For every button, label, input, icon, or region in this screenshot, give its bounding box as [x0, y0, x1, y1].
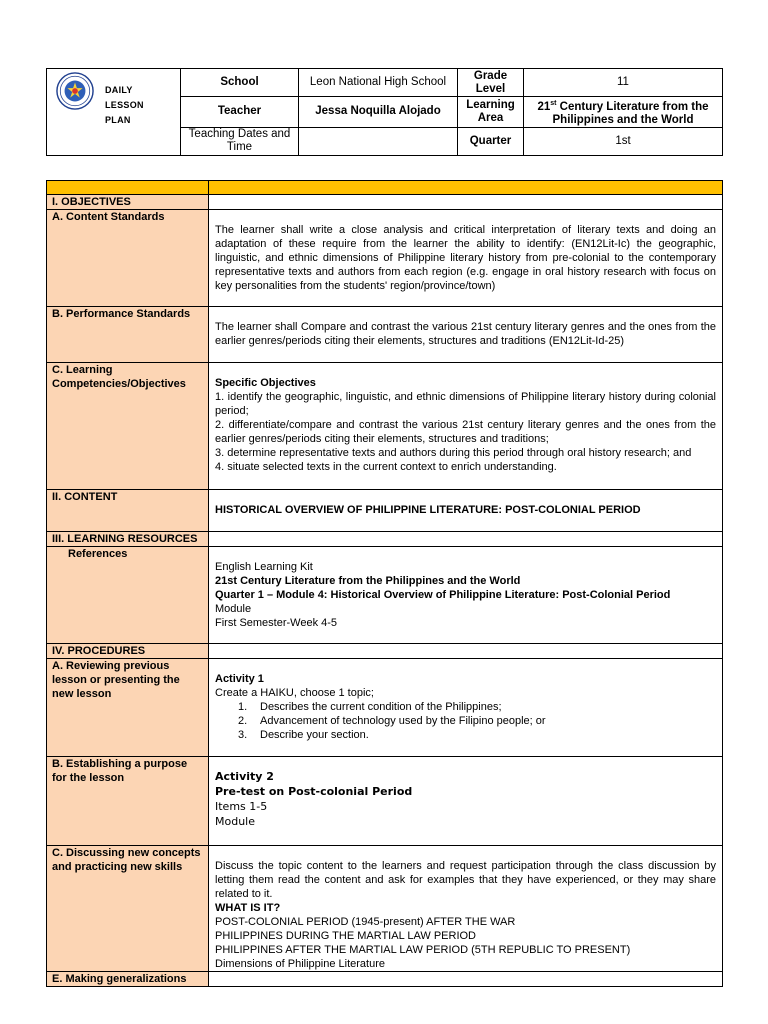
reference-week: First Semester-Week 4-5 [215, 617, 338, 629]
objectives-content [209, 195, 723, 210]
references-row [47, 547, 723, 644]
content-label: II. CONTENT [52, 491, 118, 503]
content-standards-text: The learner shall write a close analysis and critical interpretation of literary texts and doing an adaptation of these require from the learner the ability to identify: (EN12Lit-Ic) the geographic, linguistic, and ethnic dimensions of Philippine literary history from pre-colonial to the contemporary representative texts and authors from each region (e.g. engage in oral history research with focus on key personalities from the students' region/province/town) [215, 224, 716, 292]
purpose-row [47, 757, 723, 846]
generalizations-label: E. Making generalizations [52, 973, 187, 985]
school-value: Leon National High School [299, 69, 458, 97]
topic-item-3-text: Describe your section. [260, 729, 369, 741]
quarter-value: 1st [524, 127, 723, 155]
content-standards-row [47, 210, 723, 307]
quarter-label: Quarter [458, 127, 524, 155]
content-title: HISTORICAL OVERVIEW OF PHILIPPINE LITERATURE: POST-COLONIAL PERIOD [215, 504, 641, 516]
activity-2-subtitle: Pre-test on Post-colonial Period [215, 785, 413, 798]
area-post: Century Literature from the Philippines and the World [552, 100, 709, 126]
grade-value: 11 [524, 69, 723, 97]
activity-2-title: Activity 2 [215, 770, 274, 783]
references-label-cell [47, 547, 209, 644]
teacher-label: Teacher [181, 97, 299, 128]
generalizations-cell [209, 972, 723, 987]
learning-area-value [524, 97, 723, 128]
content-standards-cell [209, 210, 723, 307]
reference-module-title: Quarter 1 – Module 4: Historical Overview of Philippine Literature: Post-Colonial Period [215, 589, 671, 601]
content-standards-label-cell [47, 210, 209, 307]
reference-module: Module [215, 603, 252, 615]
discussing-label: C. Discussing new concepts and practicing new skills [52, 847, 201, 873]
procedures-heading-text: IV. PROCEDURES [52, 645, 146, 657]
topic-line-1: POST-COLONIAL PERIOD (1945-present) AFTER THE WAR [215, 916, 516, 928]
topic-item-1 [215, 700, 716, 714]
topic-item-1-num: 1. [238, 701, 248, 713]
procedures-content [209, 644, 723, 659]
objective-item-3: 3. determine representative texts and authors during this period through oral history research; and [215, 447, 692, 459]
references-label: References [68, 548, 128, 560]
competencies-cell [209, 363, 723, 490]
reference-kit: English Learning Kit [215, 561, 313, 573]
activity-1-intro: Create a HAIKU, choose 1 topic; [215, 687, 374, 699]
logo-line-1: DAILY [105, 85, 133, 95]
objective-item-2: 2. differentiate/compare and contrast the various 21st century literary genres and the ones from the earlier genres/periods citing their elements, structures and traditions; [215, 419, 716, 445]
objective-item-1: 1. identify the geographic, linguistic, and ethnic dimensions of Philippine literary history during colonial period; [215, 391, 716, 417]
activity-1-title: Activity 1 [215, 673, 264, 685]
content-standards-label: A. Content Standards [52, 211, 165, 223]
discussing-label-cell [47, 846, 209, 972]
teaching-dates-value [299, 127, 458, 155]
objectives-heading-text: I. OBJECTIVES [52, 196, 131, 208]
performance-standards-text: The learner shall Compare and contrast the various 21st century literary genres and the ones from the earlier genres/periods citing their elements, structures and traditions (EN12Lit-Id-25) [215, 321, 716, 347]
topic-item-3-num: 3. [238, 729, 248, 741]
header-left-cell [47, 181, 209, 195]
topic-item-2 [215, 714, 716, 728]
daily-lesson-plan-title [105, 83, 144, 128]
content-row [47, 490, 723, 532]
topic-line-4: Dimensions of Philippine Literature [215, 958, 385, 970]
topic-item-1-text: Describes the current condition of the Philippines; [260, 701, 502, 713]
specific-objectives-heading: Specific Objectives [215, 377, 316, 389]
purpose-label: B. Establishing a purpose for the lesson [52, 758, 188, 784]
topic-item-2-text: Advancement of technology used by the Filipino people; or [260, 715, 546, 727]
topic-item-2-num: 2. [238, 715, 248, 727]
grade-label: Grade Level [458, 69, 524, 97]
content-label-cell [47, 490, 209, 532]
discussing-text: Discuss the topic content to the learners and request participation through the class discussion by letting them read the content and ask for examples that they have experienced, or they may share related to it. [215, 860, 716, 900]
objectives-heading [47, 195, 209, 210]
logo-cell [47, 69, 181, 156]
what-is-it-heading: WHAT IS IT? [215, 902, 281, 914]
performance-standards-cell [209, 307, 723, 363]
teaching-dates-label: Teaching Dates and Time [181, 127, 299, 155]
area-sup: st [550, 100, 557, 107]
objectives-row [47, 195, 723, 210]
school-label: School [181, 69, 299, 97]
competencies-row [47, 363, 723, 490]
discussing-cell [209, 846, 723, 972]
header-table [46, 68, 723, 156]
learning-resources-heading [47, 532, 209, 547]
deped-seal-icon [56, 72, 94, 110]
content-cell [209, 490, 723, 532]
logo-line-3: PLAN [105, 115, 131, 125]
generalizations-row [47, 972, 723, 987]
learning-resources-content [209, 532, 723, 547]
header-right-cell [209, 181, 723, 195]
learning-resources-heading-text: III. LEARNING RESOURCES [52, 533, 198, 545]
references-cell [209, 547, 723, 644]
procedures-heading [47, 644, 209, 659]
review-label: A. Reviewing previous lesson or presenting the new lesson [52, 660, 180, 700]
discussing-row [47, 846, 723, 972]
review-label-cell [47, 659, 209, 757]
table-header-row [47, 181, 723, 195]
procedures-row [47, 644, 723, 659]
competencies-label: C. Learning Competencies/Objectives [52, 364, 186, 390]
generalizations-label-cell [47, 972, 209, 987]
topic-line-2: PHILIPPINES DURING THE MARTIAL LAW PERIOD [215, 930, 476, 942]
reference-subject: 21st Century Literature from the Philippines and the World [215, 575, 521, 587]
area-pre: 21 [537, 100, 551, 113]
purpose-cell [209, 757, 723, 846]
objective-item-4: 4. situate selected texts in the current context to enrich understanding. [215, 461, 557, 473]
purpose-label-cell [47, 757, 209, 846]
performance-standards-label: B. Performance Standards [52, 308, 191, 320]
topic-line-3: PHILIPPINES AFTER THE MARTIAL LAW PERIOD (5TH REPUBLIC TO PRESENT) [215, 944, 631, 956]
topic-item-3 [215, 728, 716, 742]
review-row [47, 659, 723, 757]
activity-2-items: Items 1-5 [215, 800, 268, 813]
activity-2-module: Module [215, 815, 255, 828]
learning-area-label: Learning Area [458, 97, 524, 128]
performance-standards-label-cell [47, 307, 209, 363]
logo-line-2: LESSON [105, 100, 144, 110]
review-cell [209, 659, 723, 757]
learning-resources-row [47, 532, 723, 547]
competencies-label-cell [47, 363, 209, 490]
teacher-value: Jessa Noquilla Alojado [299, 97, 458, 128]
performance-standards-row [47, 307, 723, 363]
lesson-plan-table [46, 180, 723, 987]
